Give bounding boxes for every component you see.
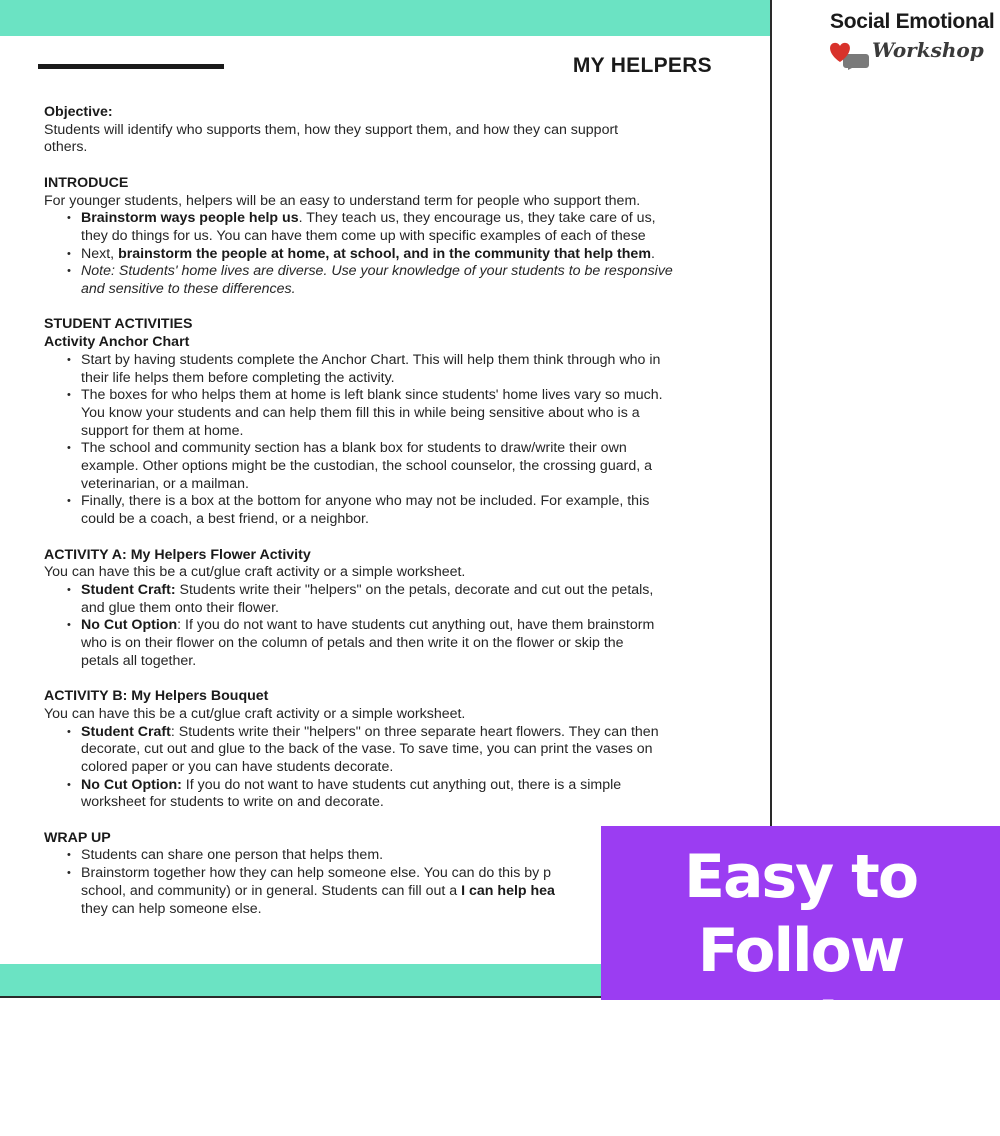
heart-speech-bubble-icon bbox=[828, 40, 870, 70]
list-item: • Brainstorm ways people help us. They teach us, they encourage us, they take care of us, they do things for us. You can have them come up with specific examples of each of these bbox=[44, 210, 734, 245]
list-item: • Start by having students complete the Anchor Chart. This will help them think through who in their life helps them before completing the activity. bbox=[44, 352, 734, 387]
activity-a-intro: You can have this be a cut/glue craft activity or a simple worksheet. bbox=[44, 564, 466, 581]
brand-name-line1: Social Emotional bbox=[830, 10, 995, 33]
list-item: • Brainstorm together how they can help someone else. You can do this by p school, and community) or in general. Students can fill out a I can help hea they can help someone else. bbox=[44, 865, 734, 918]
introduce-intro: For younger students, helpers will be an easy to understand term for people who support them. bbox=[44, 192, 641, 209]
list-item: • Student Craft: Students write their "helpers" on three separate heart flowers. They can then decorate, cut out and glue to the back of the vase. To save time, you can print the vases on colored paper or you can have students decorate. bbox=[44, 724, 734, 777]
list-item: • No Cut Option: If you do not want to have students cut anything out, there is a simple worksheet for students to write on and decorate. bbox=[44, 777, 734, 812]
list-item: • Students can share one person that helps them. bbox=[44, 847, 734, 865]
teacher-guide-badge bbox=[601, 826, 1000, 1134]
activity-a-heading: ACTIVITY A: My Helpers Flower Activity bbox=[44, 546, 311, 563]
top-accent-band bbox=[0, 0, 770, 36]
activity-b-list bbox=[44, 724, 734, 813]
page-title: MY HELPERS bbox=[572, 54, 712, 77]
introduce-heading: INTRODUCE bbox=[44, 174, 129, 191]
list-item: • Next, brainstorm the people at home, at school, and in the community that help them. bbox=[44, 246, 734, 264]
list-item: • Finally, there is a box at the bottom for anyone who may not be included. For example, this could be a coach, a best friend, or a neighbor. bbox=[44, 493, 734, 528]
list-item: • No Cut Option: If you do not want to have students cut anything out, have them brainstorm who is on their flower on the column of petals and then write it on the flower or skip the petals all together. bbox=[44, 617, 734, 670]
brand-name-line2: Workshop bbox=[872, 38, 984, 62]
activity-b-heading: ACTIVITY B: My Helpers Bouquet bbox=[44, 688, 269, 705]
list-item: • The school and community section has a blank box for students to draw/write their own example. Other options might be the custodian, the school counselor, the crossing guard, a veterinarian, or a mailman. bbox=[44, 440, 734, 493]
introduce-list bbox=[44, 210, 734, 299]
title-rule bbox=[38, 64, 224, 69]
brand-logo bbox=[828, 8, 995, 70]
objective-line: Students will identify who supports them, how they support them, and how they can support bbox=[44, 121, 619, 138]
list-item: • Note: Students' home lives are diverse. Use your knowledge of your students to be responsive and sensitive to these differences. bbox=[44, 263, 734, 298]
badge-line1: Easy to Follow bbox=[683, 842, 918, 986]
anchor-chart-list bbox=[44, 352, 734, 529]
list-item: • The boxes for who helps them at home is left blank since students' home lives vary so much. You know your students and can help them fill this in while being sensitive about who is a support for them at home. bbox=[44, 387, 734, 440]
badge-line2: Teacher Guide bbox=[676, 990, 925, 1134]
badge-text bbox=[601, 840, 1000, 1136]
wrap-up-heading: WRAP UP bbox=[44, 829, 111, 846]
objective-line: others. bbox=[44, 139, 88, 156]
activity-a-list bbox=[44, 582, 734, 671]
objective-heading: Objective: bbox=[44, 104, 113, 120]
student-activities-heading: STUDENT ACTIVITIES bbox=[44, 316, 193, 333]
anchor-chart-subheading: Activity Anchor Chart bbox=[44, 334, 190, 351]
activity-b-intro: You can have this be a cut/glue craft activity or a simple worksheet. bbox=[44, 705, 466, 722]
list-item: • Student Craft: Students write their "helpers" on the petals, decorate and cut out the petals, and glue them onto their flower. bbox=[44, 582, 734, 617]
lesson-content bbox=[44, 104, 734, 918]
